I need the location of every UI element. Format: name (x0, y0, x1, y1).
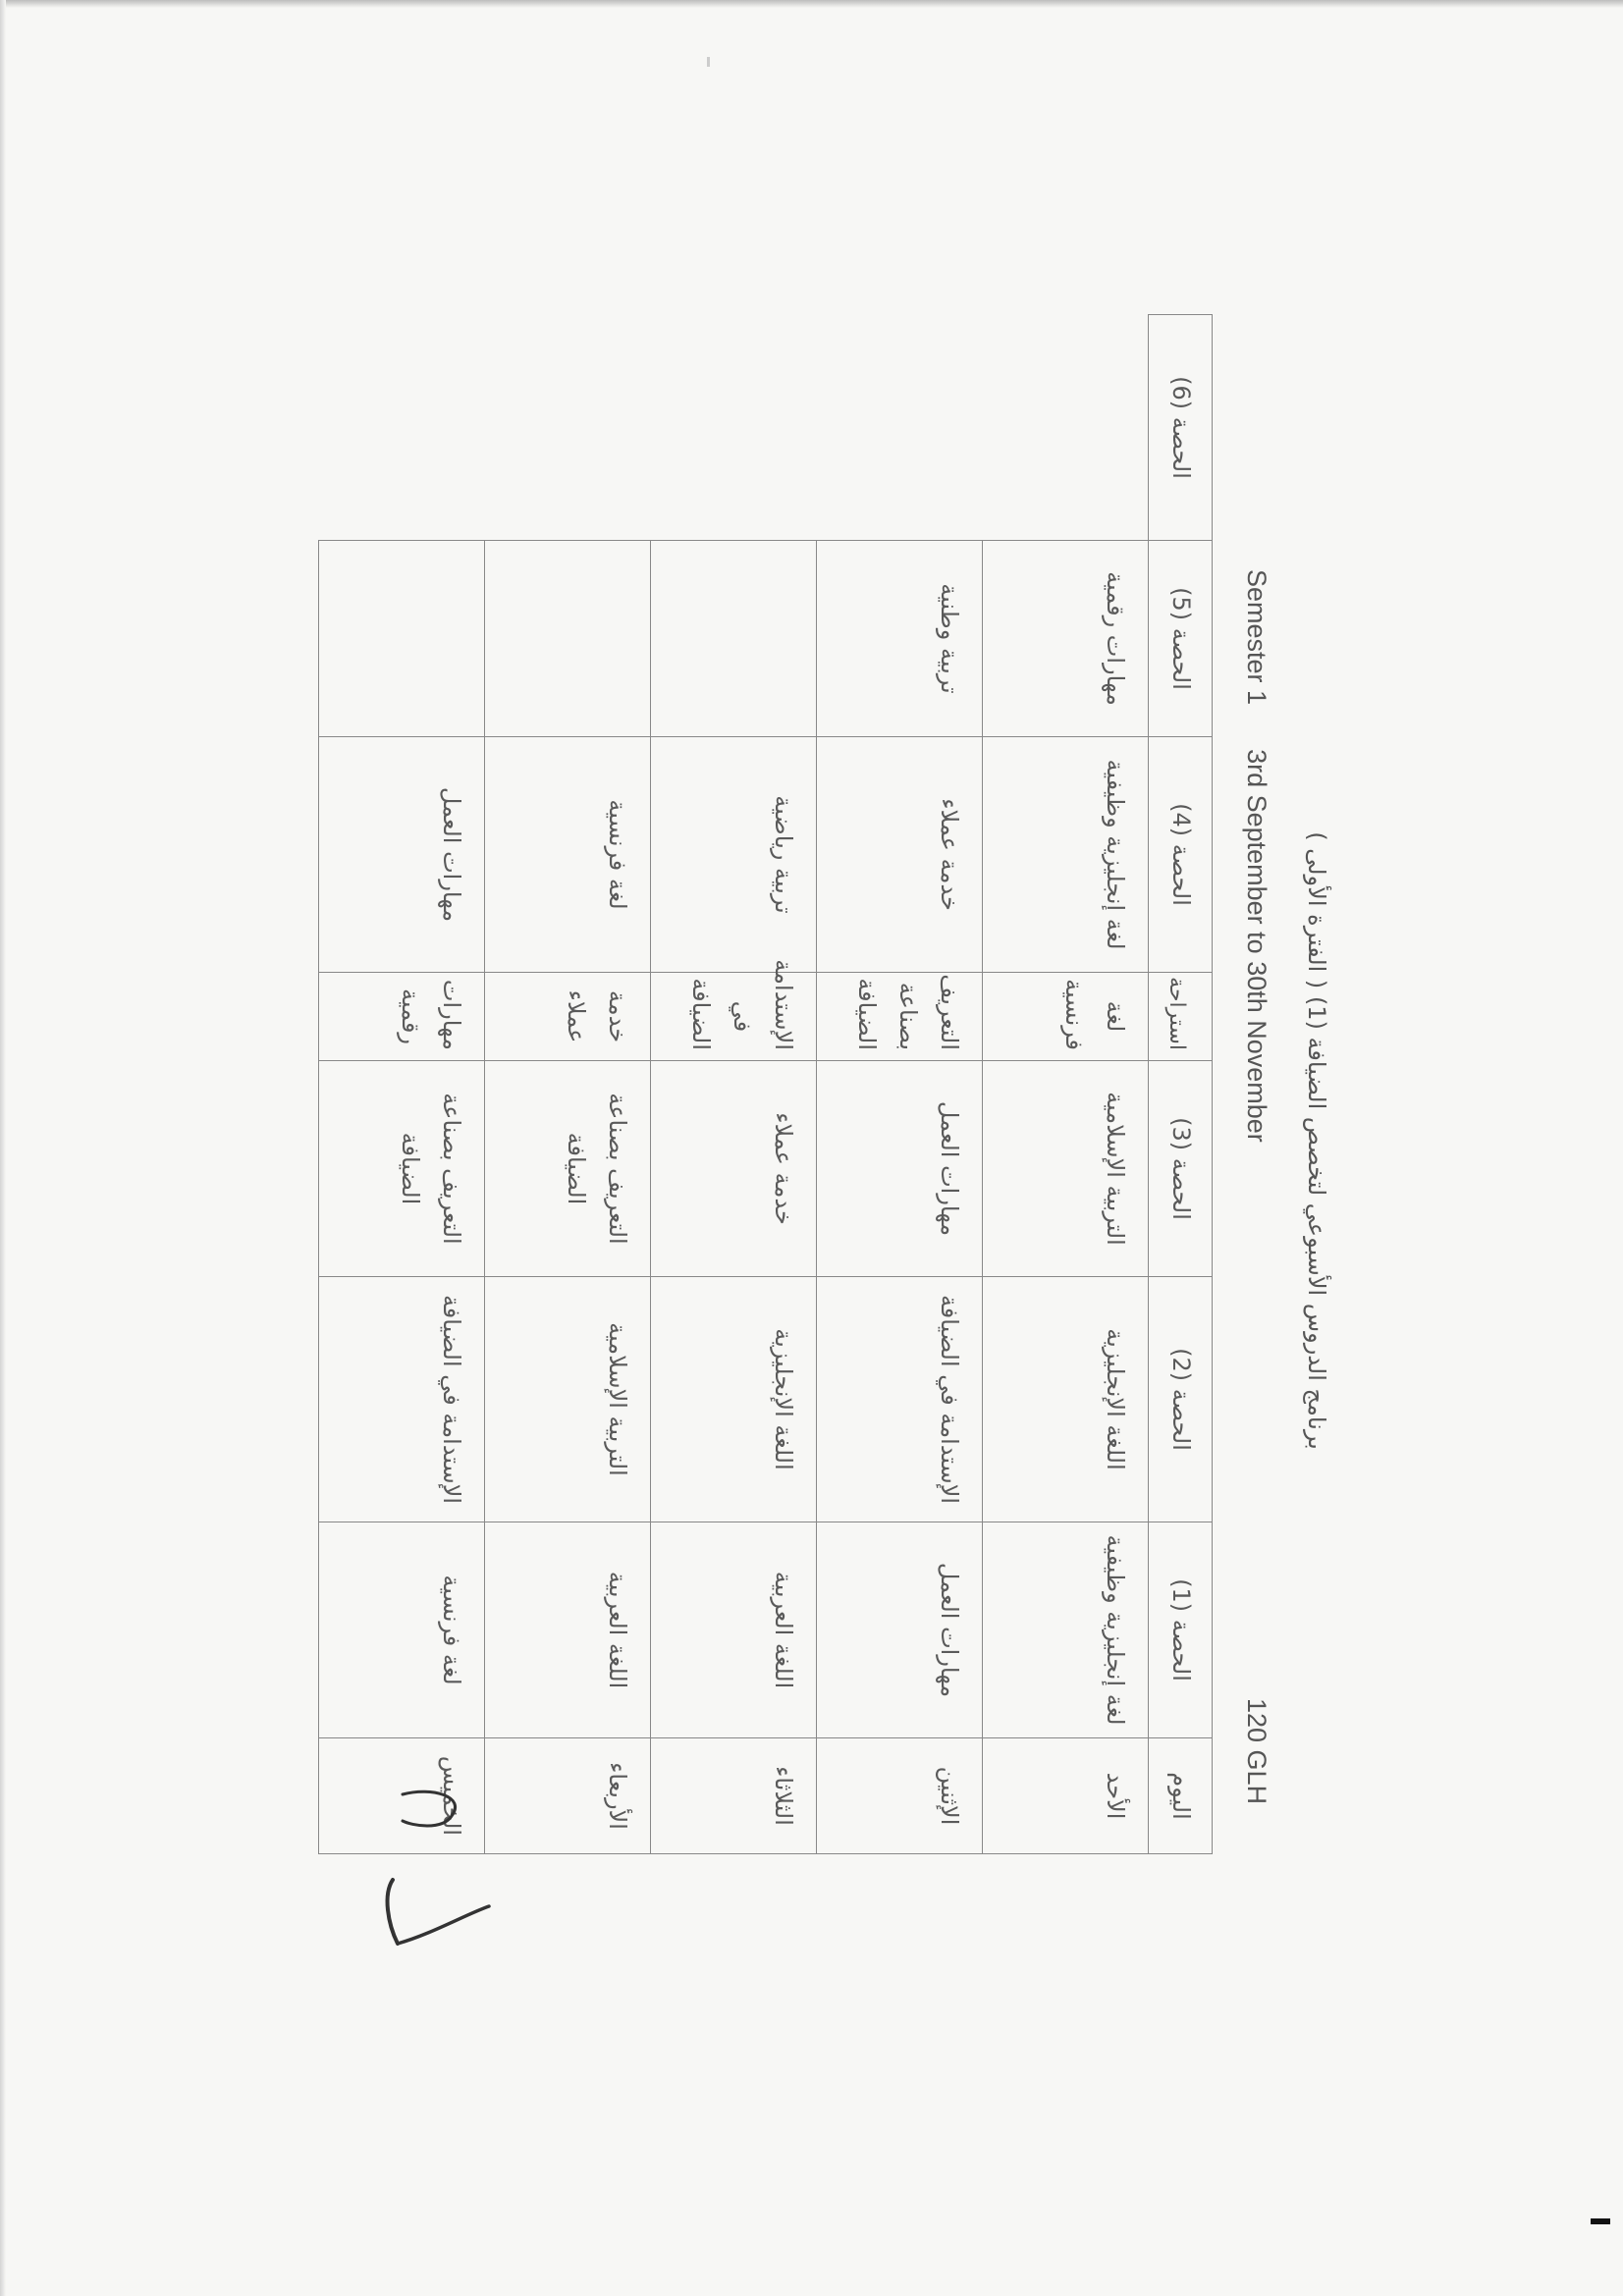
period-cell: لغة فرنسية (485, 737, 651, 973)
period-cell (651, 541, 817, 737)
period-cell: خدمة عملاء (651, 1061, 817, 1277)
header-row (1149, 315, 1213, 1854)
period-cell: اللغة الإنجليزية (983, 1277, 1149, 1522)
period-cell: اللغة العربية (651, 1522, 817, 1738)
header-period-1: الحصة (1) (1149, 1522, 1213, 1738)
period-cell: اللغة الإنجليزية (651, 1277, 817, 1522)
document-subtitle-line (1232, 294, 1271, 1987)
period-cell (485, 541, 651, 737)
table-row (651, 315, 817, 1854)
table-row (485, 315, 651, 1854)
period-cell: مهارات العمل (817, 1522, 983, 1738)
header-period-2: الحصة (2) (1149, 1277, 1213, 1522)
period-cell: لغة إنجليزية وظيفية (983, 1522, 1149, 1738)
scan-edge (0, 0, 1623, 8)
period-cell: التعريف بصناعة الضيافة (319, 1061, 485, 1277)
period-cell: التربية الإسلامية (983, 1061, 1149, 1277)
table-row (319, 315, 485, 1854)
header-day: اليوم (1149, 1738, 1213, 1854)
glh-label: 120 GLH (1242, 1698, 1271, 1805)
period-cell: مهارات رقمية (319, 973, 485, 1061)
day-cell: الأحد (983, 1738, 1149, 1854)
period-cell: مهارات العمل (817, 1061, 983, 1277)
period-cell: تربية رياضية (651, 737, 817, 973)
period-cell (319, 541, 485, 737)
day-cell: الإثنين (817, 1738, 983, 1854)
header-period-3: الحصة (3) (1149, 1061, 1213, 1277)
period-cell: لغة إنجليزية وظيفية (983, 737, 1149, 973)
handwritten-signature (373, 1787, 501, 1953)
period-cell: مهارات العمل (319, 737, 485, 973)
period-cell: التربية الإسلامية (485, 1277, 651, 1522)
header-period-5: الحصة (5) (1149, 541, 1213, 737)
scan-speck (707, 57, 710, 67)
period-cell: الإستدامة في الضيافة (319, 1277, 485, 1522)
table-row (983, 315, 1149, 1854)
period-cell: لغة فرنسية (983, 973, 1149, 1061)
document-title: برنامج الدروس الأسبوعي لتخصص الضيافة (1) ( الفترة الأولى ) (1303, 831, 1330, 1450)
period-cell: التعريف بصناعة الضيافة (817, 973, 983, 1061)
scan-mark (1591, 2218, 1610, 2224)
semester-text: Semester 1 (1242, 569, 1271, 706)
date-range-text: 3rd September to 30th November (1242, 749, 1271, 1143)
day-cell: الأربعاء (485, 1738, 651, 1854)
day-cell: الخميس (319, 1738, 485, 1854)
period-cell: تربية وطنية (817, 541, 983, 737)
period-cell: مهارات رقمية (983, 541, 1149, 737)
period-cell: خدمة عملاء (485, 973, 651, 1061)
header-period-6: الحصة (6) (1149, 315, 1213, 541)
semester-label (1241, 569, 1271, 1143)
scan-edge-left (0, 0, 6, 2296)
break-column (1149, 973, 1213, 1061)
period-cell: لغة فرنسية (319, 1522, 485, 1738)
period-cell: اللغة العربية (485, 1522, 651, 1738)
day-cell: الثلاثاء (651, 1738, 817, 1854)
timetable (318, 314, 1213, 1854)
period-cell: التعريف بصناعة الضيافة (485, 1061, 651, 1277)
period-cell: خدمة عملاء (817, 737, 983, 973)
break-label: استراحة (1164, 977, 1190, 1050)
period-cell: الإستدامة في الضيافة (651, 973, 817, 1061)
rotated-document (324, 294, 1340, 1987)
header-period-4: الحصة (4) (1149, 737, 1213, 973)
period-cell: الإستدامة في الضيافة (817, 1277, 983, 1522)
table-row (817, 315, 983, 1854)
